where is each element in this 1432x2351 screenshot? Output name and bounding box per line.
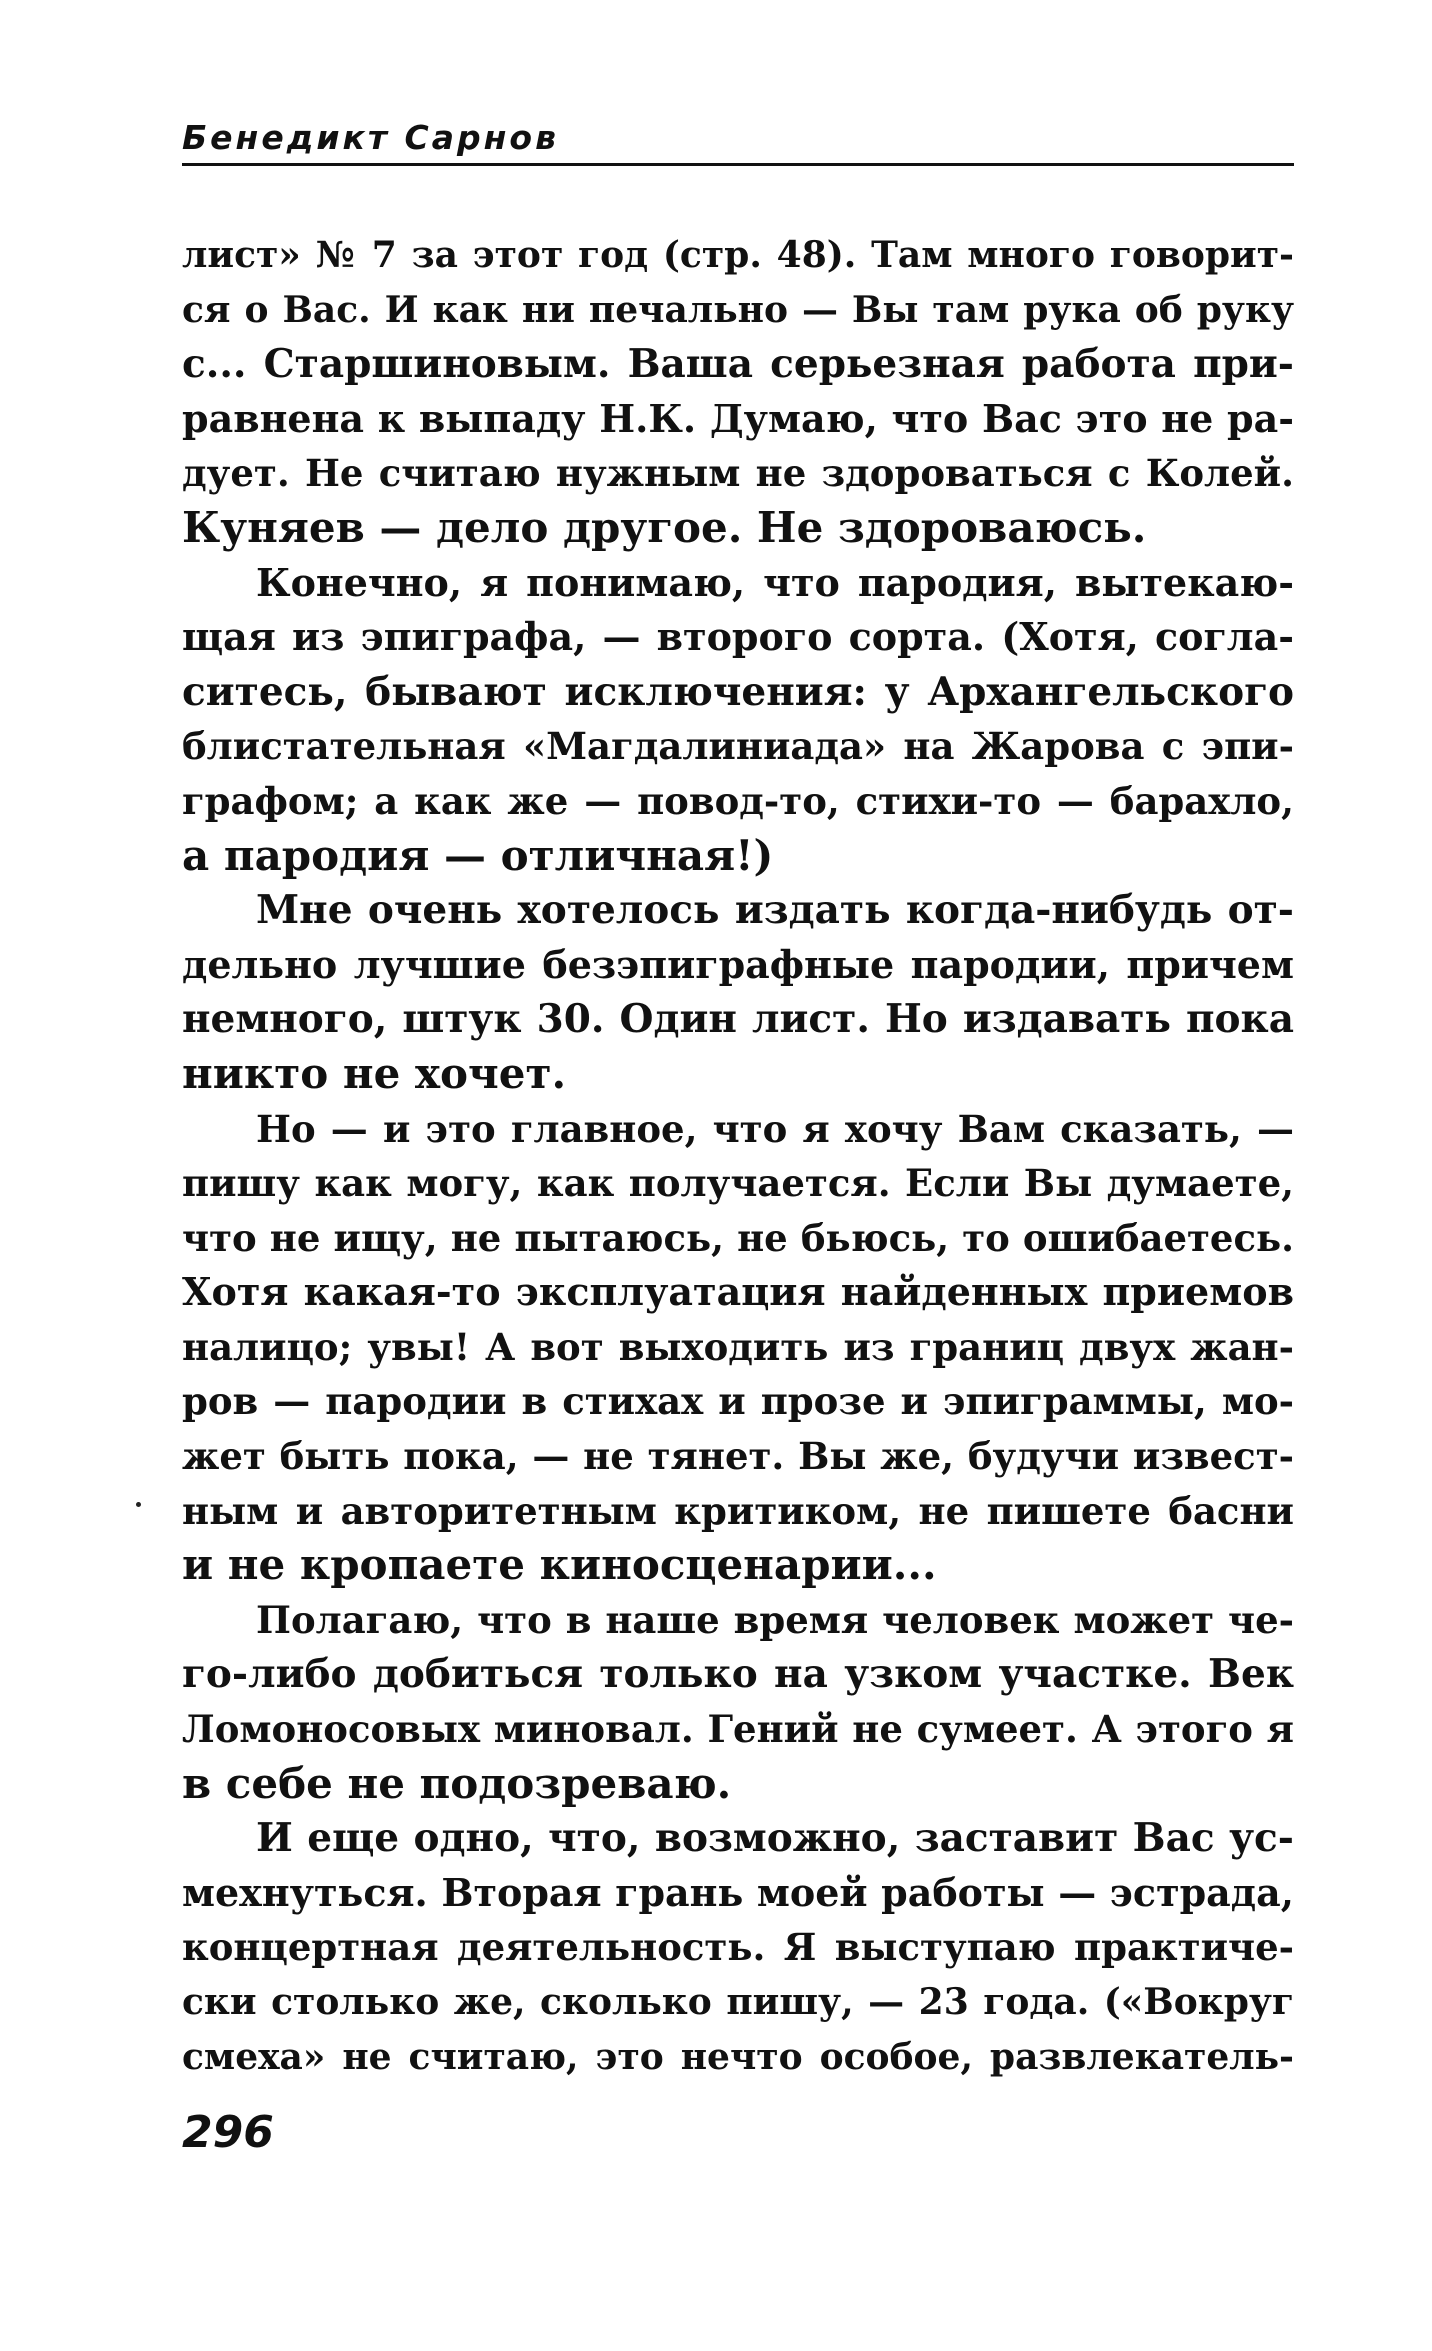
running-head-author: Бенедикт Сарнов	[182, 118, 559, 157]
text-line: жет быть пока, — не тянет. Вы же, будучи извест-	[182, 1434, 1294, 1479]
text-line: с... Старшиновым. Ваша серьезная работа при-	[182, 341, 1294, 388]
text-line: лист» № 7 за этот год (стр. 48). Там много говорит-	[182, 234, 1294, 276]
text-line: Конечно, я понимаю, что пародия, вытекаю-	[256, 559, 1294, 605]
text-line: а пародия — отличная!)	[182, 830, 774, 880]
text-line: щая из эпиграфа, — второго сорта. (Хотя, согла-	[182, 614, 1294, 660]
text-line: графом; а как же — повод-то, стихи-то — барахло,	[182, 778, 1294, 823]
text-line: И еще одно, что, возможно, заставит Вас ус-	[256, 1815, 1294, 1862]
text-line: Куняев — дело другое. Не здороваюсь.	[182, 502, 1147, 552]
page-number: 296	[182, 2107, 274, 2158]
text-line: пишу как могу, как получается. Если Вы думаете,	[182, 1161, 1294, 1206]
body-text	[182, 228, 1294, 2084]
text-line: равнена к выпаду Н.К. Думаю, что Вас это не ра-	[182, 395, 1294, 441]
text-line: дельно лучшие безэпиграфные пародии, причем	[182, 941, 1294, 987]
text-line: ски столько же, сколько пишу, — 23 года. («Вокруг	[182, 1981, 1294, 2023]
text-line: Но — и это главное, что я хочу Вам сказать, —	[256, 1106, 1294, 1151]
text-line: и не кропаете киносценарии...	[182, 1540, 937, 1590]
text-line: мехнуться. Вторая грань моей работы — эстрада,	[182, 1869, 1294, 1915]
print-speck	[136, 1502, 141, 1507]
text-line: концертная деятельность. Я выступаю практиче-	[182, 1925, 1294, 1970]
text-line: блистательная «Магдалиниада» на Жарова с эпи-	[182, 724, 1294, 769]
text-line: Полагаю, что в наше время человек может че-	[256, 1597, 1294, 1642]
text-line: Хотя какая-то эксплуатация найденных приемов	[182, 1269, 1294, 1315]
text-line: никто не хочет.	[182, 1048, 567, 1098]
text-line: Мне очень хотелось издать когда-нибудь от-	[256, 887, 1294, 934]
text-line: го-либо добиться только на узком участке. Век	[182, 1651, 1294, 1698]
text-line: ся о Вас. И как ни печально — Вы там рука об руку	[182, 288, 1294, 331]
text-line: ров — пародии в стихах и прозе и эпиграммы, мо-	[182, 1379, 1294, 1424]
text-line: ситесь, бывают исключения: у Архангельского	[182, 668, 1294, 715]
text-line: в себе не подозреваю.	[182, 1758, 732, 1808]
header-rule	[182, 163, 1294, 166]
text-line: дует. Не считаю нужным не здороваться с Колей.	[182, 451, 1294, 496]
text-line: смеха» не считаю, это нечто особое, развлекатель-	[182, 2035, 1294, 2078]
text-line: что не ищу, не пытаюсь, не бьюсь, то ошибаетесь.	[182, 1215, 1294, 1260]
text-line: немного, штук 30. Один лист. Но издавать пока	[182, 996, 1294, 1043]
text-line: налицо; увы! А вот выходить из границ двух жан-	[182, 1324, 1294, 1369]
text-line: ным и авторитетным критиком, не пишете басни	[182, 1488, 1294, 1533]
text-line: Ломоносовых миновал. Гений не сумеет. А этого я	[182, 1707, 1294, 1752]
